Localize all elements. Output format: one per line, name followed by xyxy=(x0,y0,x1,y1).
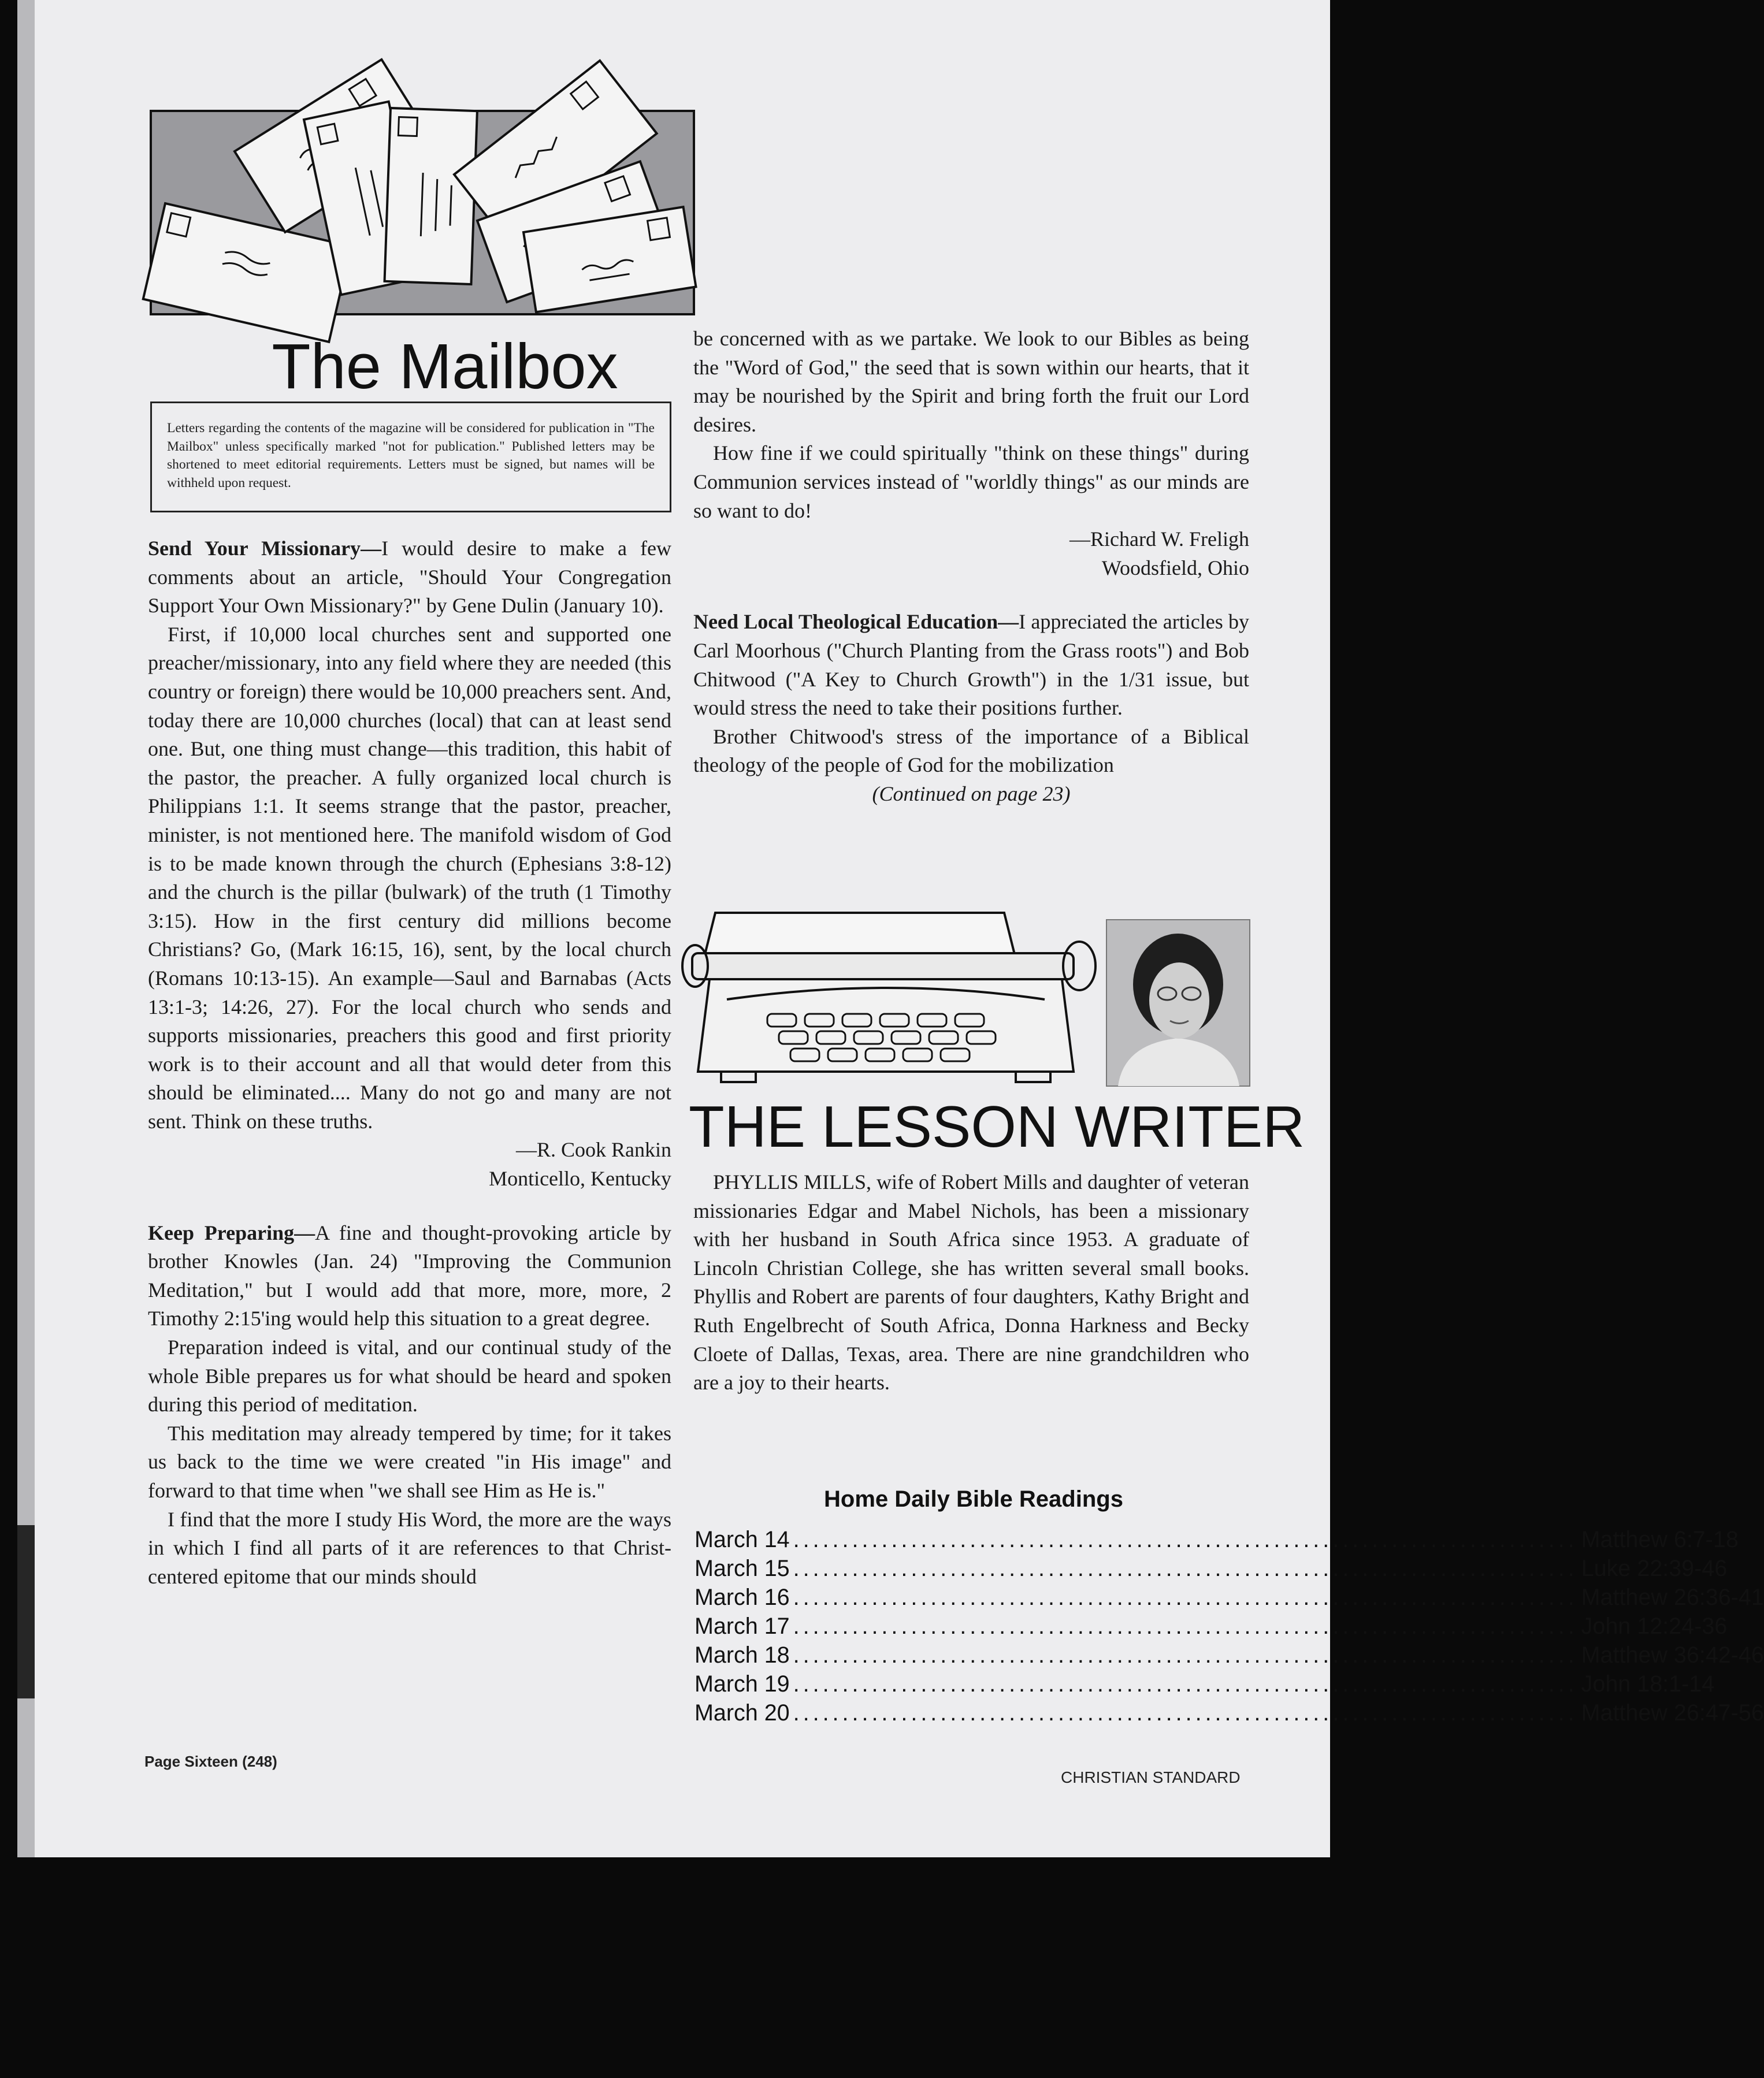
letter-missionary-body: First, if 10,000 local churches sent and supported one preacher/missionary, into any field where they are needed (this country or foreign) there would be 10,000 preachers sent. And, today there are 10,000 churches (local) that can at least send one. But, one thing must change—this tradition, this habit of the pastor, the preacher. A fully organized local church is Philippians 1:1. It seems strange that the pastor, preacher, minister, is not mentioned here. The manifold wisdom of God is to be made known through the church (Ephesians 3:8-12) and the church is the pillar (bulwark) of the truth (1 Timothy 3:15). How in the first century did millions become Christians? Go, (Mark 16:15, 16), sent, by the local church (Romans 10:13-15). An example—Saul and Barnabas (Acts 13:1-3; 14:26, 27). For the local church who sends and supports missionaries, preachers this good and first priority work is to their account and all that would deter from this should be eliminated.... Many do not go and many are not sent. Think on these truths. xyxy=(148,622,671,1133)
mailbox-title: The Mailbox xyxy=(272,331,618,402)
page-number: Page Sixteen (248) xyxy=(144,1753,277,1770)
lesson-writer-photo xyxy=(1106,920,1250,1086)
letter-preparing-paragraph: Preparation indeed is vital, and our continual study of the whole Bible prepares us for what should be heard and spoken during this period of meditation. xyxy=(148,1336,671,1417)
reading-passage: John 12:24-36 xyxy=(1581,1614,1728,1639)
reading-item xyxy=(695,1641,1764,1670)
letter-preparing-location: Woodsfield, Ohio xyxy=(1101,556,1249,579)
letter-preparing-paragraph: be concerned with as we partake. We look to our Bibles as being the "Word of God," the seed that is sown within our hearts, that it may be nourished by the Spirit and bring forth the fruit our Lord desires. xyxy=(693,327,1249,436)
reading-date: March 17 xyxy=(695,1614,790,1639)
reading-date: March 19 xyxy=(695,1671,790,1697)
leader-dots: ................................................................................ xyxy=(793,1671,1578,1697)
letter-missionary-location: Monticello, Kentucky xyxy=(489,1167,671,1191)
letter-preparing-heading: Keep Preparing— xyxy=(148,1221,315,1244)
letter-preparing-paragraph: How fine if we could spiritually "think on these things" during Communion services instead of "worldly things" as our minds are so want to do! xyxy=(693,441,1249,522)
reading-date: March 14 xyxy=(695,1527,790,1552)
reading-item xyxy=(695,1525,1739,1554)
reading-passage: Matthew 26:47-56 xyxy=(1581,1700,1764,1726)
reading-date: March 16 xyxy=(695,1585,790,1610)
letter-missionary-heading: Send Your Missionary— xyxy=(148,537,382,560)
leader-dots: ................................................................................ xyxy=(793,1614,1578,1639)
reading-item xyxy=(695,1554,1728,1583)
left-column xyxy=(148,534,671,1591)
spine-shadow xyxy=(17,1525,35,1698)
lesson-writer-bio xyxy=(693,1168,1249,1397)
reading-passage: Matthew 26:36-41 xyxy=(1581,1585,1764,1610)
letter-missionary-lead: I would desire to make a few comments about an article, "Should Your Congregation Support Your Own Missionary?" by Gene Dulin (January 10). xyxy=(148,537,671,618)
letter-missionary-intro xyxy=(148,534,671,620)
reading-date: March 18 xyxy=(695,1642,790,1668)
reading-passage: Luke 22:39-46 xyxy=(1581,1556,1728,1581)
letter-preparing-paragraph: This meditation may already tempered by time; for it takes us back to the time we were created "in His image" and forward to that time when "we shall see Him as He is." xyxy=(148,1421,671,1502)
readings-list xyxy=(695,1525,1764,1727)
leader-dots: ................................................................................ xyxy=(793,1642,1578,1668)
leader-dots: ................................................................................ xyxy=(793,1700,1578,1726)
reading-date: March 20 xyxy=(695,1700,790,1726)
leader-dots: ................................................................................ xyxy=(793,1556,1578,1581)
lesson-writer-bio-text: PHYLLIS MILLS, wife of Robert Mills and daughter of veteran missionaries Edgar and Mabel Nichols, has been a missionary with her husband in South Africa since 1953. A graduate of Lincoln Christian College, she has written several small books. Phyllis and Robert are parents of four daughters, Kathy Bright and Ruth Engelbrecht of South Africa, Donna Harkness and Becky Cloete of Dallas, Texas, area. There are nine grandchildren who are a joy to their hearts. xyxy=(693,1170,1249,1395)
reading-passage: Matthew 36:42-46 xyxy=(1581,1642,1764,1668)
reading-passage: Matthew 6:7-18 xyxy=(1581,1527,1739,1552)
letter-preparing-paragraph: I find that the more I study His Word, the more are the ways in which I find all parts of it are references to that Christ-centered epitome that our minds should xyxy=(148,1507,671,1588)
magazine-name: CHRISTIAN STANDARD xyxy=(1061,1768,1241,1786)
letter-preparing-intro xyxy=(148,1219,671,1333)
letter-preparing-lead: A fine and thought-provoking article by brother Knowles (Jan. 24) "Improving the Communion Meditation," but I would add that more, more, more, 2 Timothy 2:15'ing would help this situation to a great degree. xyxy=(148,1221,671,1330)
letter-theological-heading: Need Local Theological Education— xyxy=(693,610,1019,634)
reading-item xyxy=(695,1612,1728,1641)
leader-dots: ................................................................................ xyxy=(793,1527,1578,1552)
letter-preparing-signature: —Richard W. Freligh xyxy=(1069,527,1249,551)
right-column-top xyxy=(693,325,1249,809)
mailbox-envelopes-illustration xyxy=(131,99,697,319)
leader-dots: ................................................................................ xyxy=(793,1585,1578,1610)
lesson-writer-title: THE LESSON WRITER xyxy=(689,1095,1305,1159)
mailbox-notice: Letters regarding the contents of the magazine will be considered for publication in "The Mailbox" unless specifically marked "not for publication." Published letters may be shortened to meet editorial requirements. Letters must be signed, but names will be withheld upon request. xyxy=(167,421,655,490)
letter-theological-intro xyxy=(693,608,1249,722)
continued-note: (Continued on page 23) xyxy=(872,782,1071,805)
magazine-page xyxy=(17,0,1764,1857)
readings-title: Home Daily Bible Readings xyxy=(824,1486,1123,1512)
letter-theological-paragraph: Brother Chitwood's stress of the importance of a Biblical theology of the people of God for the mobilization xyxy=(693,724,1249,777)
reading-date: March 15 xyxy=(695,1556,790,1581)
reading-item xyxy=(695,1583,1764,1612)
typewriter-illustration xyxy=(681,907,1102,1086)
reading-item xyxy=(695,1698,1764,1727)
reading-passage: John 18:1-14 xyxy=(1581,1671,1715,1697)
letter-missionary-signature: —R. Cook Rankin xyxy=(515,1138,671,1162)
letter-theological-lead: I appreciated the articles by Carl Moorhous ("Church Planting from the Grass roots") and Bob Chitwood ("A Key to Church Growth") in the 1/31 issue, but would stress the need to take their positions further. xyxy=(693,610,1250,720)
reading-item xyxy=(695,1670,1715,1698)
mailbox-notice-box xyxy=(150,402,671,512)
